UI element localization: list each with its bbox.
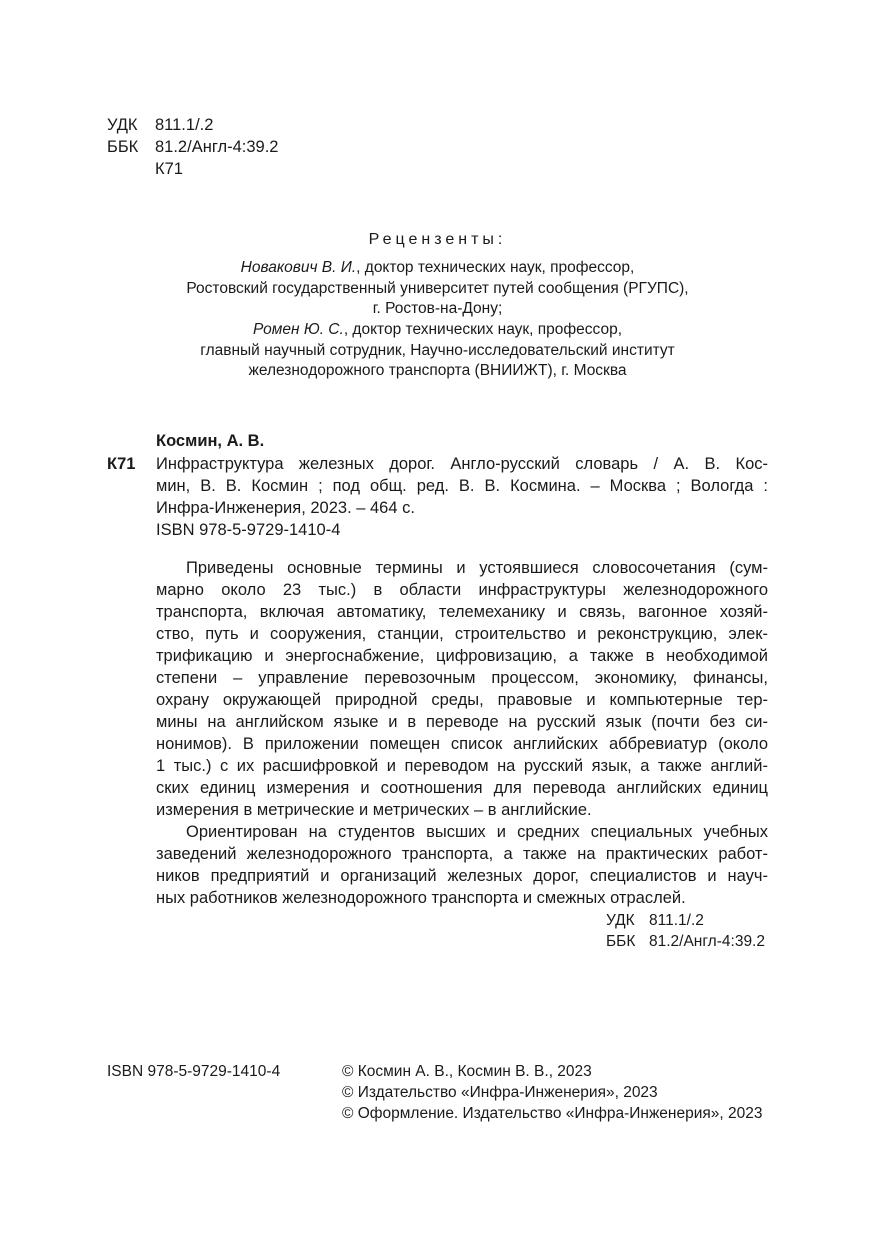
classification-codes-bottom xyxy=(606,910,765,952)
abstract-line: ных работников железнодорожного транспорта и смежных отраслей. xyxy=(156,889,686,907)
reviewer-2-name: Ромен Ю. С. xyxy=(252,321,344,338)
biblio-isbn: ISBN 978-5-9729-1410-4 xyxy=(156,521,341,539)
reviewer-1-line-3: г. Ростов-на-Дону; xyxy=(372,300,503,317)
abstract-line: марно около 23 тыс.) в области инфраструктуры железнодорожного xyxy=(156,581,768,599)
classification-codes-top xyxy=(107,114,278,180)
abstract-line: заведений железнодорожного транспорта, а также на практических работ- xyxy=(156,845,768,863)
copyright-block xyxy=(342,1061,763,1124)
bbk-row xyxy=(107,136,278,158)
bibliographic-author: Космин, А. В. xyxy=(156,432,265,450)
abstract xyxy=(156,557,768,909)
udk-label-bottom: УДК xyxy=(606,912,635,929)
reviewers-heading: Рецензенты: xyxy=(368,231,507,248)
bbk-value: 81.2/Англ-4:39.2 xyxy=(155,138,279,156)
biblio-line: мин, В. В. Космин ; под общ. ред. В. В. Космина. – Москва ; Вологда : xyxy=(156,477,768,495)
author-cipher: К71 xyxy=(107,455,136,473)
reviewer-2-line-1: Ромен Ю. С., доктор технических наук, профессор, xyxy=(252,321,623,338)
abstract-line: нонимов). В приложении помещен список английских аббревиатур (около xyxy=(156,735,768,753)
udk-row-bottom xyxy=(606,910,765,931)
abstract-line: охрану окружающей природной среды, правовые и компьютерные тер- xyxy=(156,691,768,709)
copyright-line: © Издательство «Инфра-Инженерия», 2023 xyxy=(342,1084,658,1101)
biblio-line: Инфраструктура железных дорог. Англо-русский словарь / А. В. Кос- xyxy=(156,455,768,473)
reviewer-2 xyxy=(0,320,875,382)
udk-value-bottom: 811.1/.2 xyxy=(649,912,704,929)
abstract-line: трификацию и энергоснабжение, цифровизацию, а также в необходимой xyxy=(156,647,768,665)
bbk-value-bottom: 81.2/Англ-4:39.2 xyxy=(649,933,765,950)
biblio-line: Инфра-Инженерия, 2023. – 464 с. xyxy=(156,499,415,517)
bibliographic-description xyxy=(156,453,768,541)
abstract-line: степени – управление перевозочным процессом, экономику, финансы, xyxy=(156,669,768,687)
bbk-label-bottom: ББК xyxy=(606,933,636,950)
abstract-line: ство, путь и сооружения, станции, строительство и реконструкцию, элек- xyxy=(156,625,768,643)
udk-value: 811.1/.2 xyxy=(155,116,214,134)
reviewer-1-name: Новакович В. И. xyxy=(240,259,357,276)
udk-label: УДК xyxy=(107,116,138,134)
reviewer-1-line-2: Ростовский государственный университет путей сообщения (РГУПС), xyxy=(186,279,689,297)
reviewer-2-line-3: железнодорожного транспорта (ВНИИЖТ), г. Москва xyxy=(248,362,627,379)
abstract-line: ников предприятий и организаций железных дорог, специалистов и науч- xyxy=(156,867,768,885)
abstract-line: мины на английском языке и в переводе на русский язык (почти без си- xyxy=(156,713,768,731)
bbk-row-bottom xyxy=(606,931,765,952)
bbk-label: ББК xyxy=(107,138,139,156)
udk-row xyxy=(107,114,278,136)
footer-isbn: ISBN 978-5-9729-1410-4 xyxy=(107,1063,281,1080)
copyright-line: © Космин А. В., Космин В. В., 2023 xyxy=(342,1063,592,1080)
reviewer-2-line-2: главный научный сотрудник, Научно-исследовательский институт xyxy=(200,341,675,359)
reviewer-1 xyxy=(0,258,875,320)
abstract-line: измерения в метрические и метрических – в английские. xyxy=(156,801,592,819)
abstract-line: ских единиц измерения и соотношения для перевода английских единиц xyxy=(156,779,768,797)
reviewer-1-line-1: Новакович В. И., доктор технических наук, профессор, xyxy=(240,259,635,276)
copyright-line: © Оформление. Издательство «Инфра-Инженерия», 2023 xyxy=(342,1105,763,1122)
abstract-line: Приведены основные термины и устоявшиеся словосочетания (сум- xyxy=(186,559,768,577)
abstract-line: транспорта, включая автоматику, телемеханику и связь, вагонное хозяй- xyxy=(156,603,768,621)
abstract-line: 1 тыс.) с их расшифровкой и переводом на русский язык, а также англий- xyxy=(156,757,768,775)
author-mark-row xyxy=(107,158,278,180)
author-mark: К71 xyxy=(155,160,183,178)
abstract-line: Ориентирован на студентов высших и средних специальных учебных xyxy=(186,823,768,841)
